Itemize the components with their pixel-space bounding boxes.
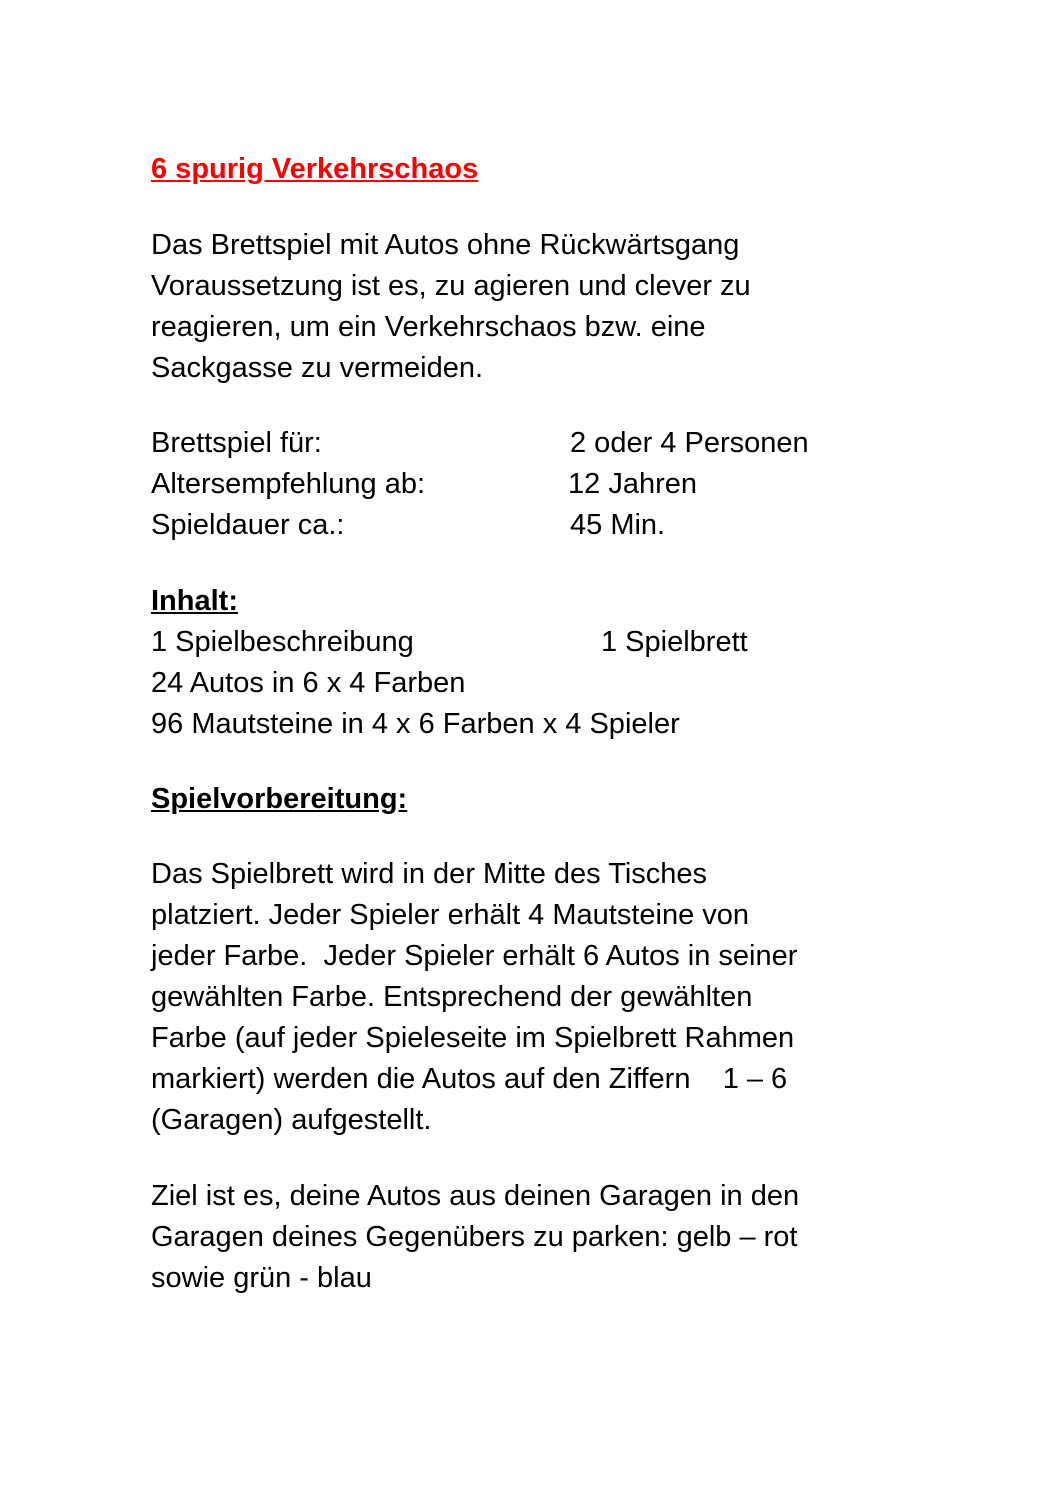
preparation-line: Farbe (auf jeder Spieleseite im Spielbrett Rahmen bbox=[151, 1022, 795, 1054]
intro-line: Voraussetzung ist es, zu agieren und clever zu bbox=[151, 270, 751, 302]
fact-value: 2 oder 4 Personen bbox=[570, 427, 809, 459]
preparation-line: markiert) werden die Autos auf den Ziffern 1 – 6 bbox=[151, 1063, 788, 1095]
contents-item: 1 Spielbeschreibung bbox=[151, 626, 414, 658]
preparation-heading: Spielvorbereitung: bbox=[151, 783, 408, 815]
intro-line: reagieren, um ein Verkehrschaos bzw. eine bbox=[151, 311, 706, 343]
goal-line: sowie grün - blau bbox=[151, 1262, 372, 1294]
contents-item: 1 Spielbrett bbox=[601, 626, 748, 658]
preparation-line: platziert. Jeder Spieler erhält 4 Mautsteine von bbox=[151, 899, 750, 931]
goal-line: Ziel ist es, deine Autos aus deinen Garagen in den bbox=[151, 1180, 800, 1212]
preparation-line: Das Spielbrett wird in der Mitte des Tisches bbox=[151, 858, 708, 890]
contents-item: 24 Autos in 6 x 4 Farben bbox=[151, 667, 466, 699]
intro-line: Das Brettspiel mit Autos ohne Rückwärtsgang bbox=[151, 229, 740, 261]
goal-line: Garagen deines Gegenübers zu parken: gelb – rot bbox=[151, 1221, 798, 1253]
preparation-line: jeder Farbe. Jeder Spieler erhält 6 Autos in seiner bbox=[151, 940, 798, 972]
fact-value: 45 Min. bbox=[570, 509, 666, 541]
contents-heading: Inhalt: bbox=[151, 585, 238, 617]
preparation-line: gewählten Farbe. Entsprechend der gewählten bbox=[151, 981, 753, 1013]
intro-line: Sackgasse zu vermeiden. bbox=[151, 352, 484, 384]
fact-label: Altersempfehlung ab: bbox=[151, 468, 426, 500]
fact-label: Brettspiel für: bbox=[151, 427, 322, 459]
fact-value: 12 Jahren bbox=[568, 468, 697, 500]
document-title: 6 spurig Verkehrschaos bbox=[151, 153, 479, 185]
contents-item: 96 Mautsteine in 4 x 6 Farben x 4 Spieler bbox=[151, 708, 680, 740]
fact-label: Spieldauer ca.: bbox=[151, 509, 345, 541]
preparation-line: (Garagen) aufgestellt. bbox=[151, 1104, 432, 1136]
